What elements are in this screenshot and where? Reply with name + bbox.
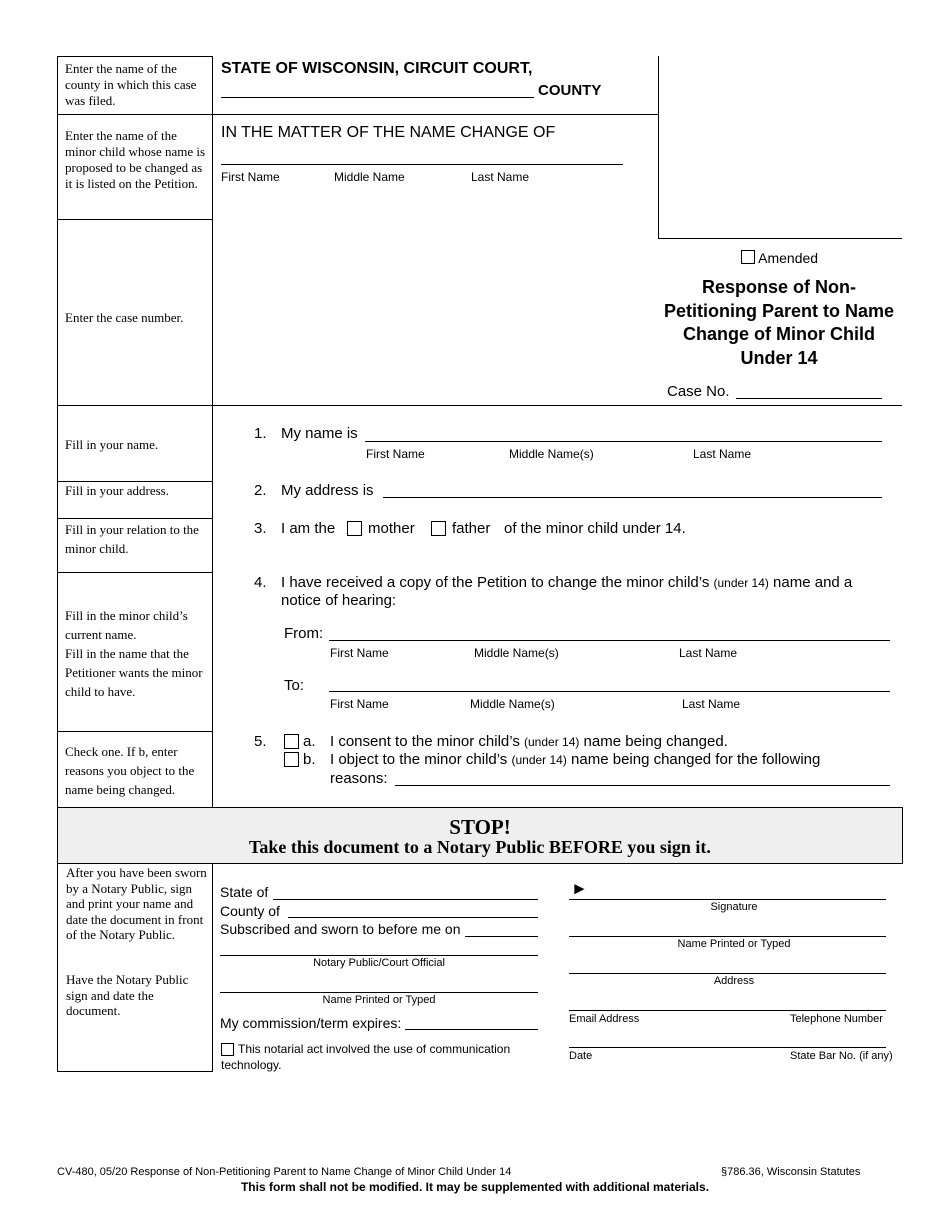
amended-row [741, 250, 818, 266]
bar-no-label: State Bar No. (if any) [790, 1050, 893, 1062]
matter-heading: IN THE MATTER OF THE NAME CHANGE OF [221, 124, 556, 141]
consent-checkbox[interactable] [284, 734, 299, 749]
under-14-note: (under 14) [524, 735, 580, 749]
modification-notice: This form shall not be modified. It may be supplemented with additional materials. [240, 1180, 710, 1194]
to-label: To: [284, 677, 305, 694]
notary-printed-label: Name Printed or Typed [322, 994, 436, 1006]
current-name-instruction: Fill in the minor child’s current name. [65, 608, 188, 642]
father-label: father [452, 520, 491, 537]
mother-checkbox[interactable] [347, 521, 362, 536]
child-first-name-label: First Name [221, 170, 280, 184]
consent-part1: I consent to the minor child’s [330, 733, 520, 750]
under-14-note: (under 14) [511, 753, 567, 767]
received-copy-text [281, 574, 852, 591]
signer-address-label: Address [713, 975, 755, 987]
reasons-line[interactable] [395, 785, 890, 786]
received-copy-part2: name and a [773, 574, 853, 591]
notary-official-label: Notary Public/Court Official [313, 957, 445, 969]
item-4-number: 4. [254, 574, 267, 591]
court-heading: STATE OF WISCONSIN, CIRCUIT COURT, [221, 60, 533, 77]
from-first-name-label: First Name [330, 646, 389, 660]
county-line[interactable] [221, 97, 534, 98]
stop-title: STOP! [449, 815, 511, 839]
signer-printed-label: Name Printed or Typed [677, 938, 791, 950]
father-checkbox[interactable] [431, 521, 446, 536]
object-text [330, 751, 820, 768]
subscribed-label: Subscribed and sworn to before me on [220, 921, 461, 937]
wanted-name-instruction: Fill in the name that the Petitioner wants the minor child to have. [65, 646, 203, 699]
from-label: From: [284, 625, 324, 642]
caption-right-border [658, 56, 659, 239]
signature-arrow-icon: ► [571, 879, 588, 898]
from-last-name-label: Last Name [679, 646, 738, 660]
sidebar-right-border [212, 56, 213, 807]
my-address-line[interactable] [383, 497, 882, 498]
state-of-line[interactable] [273, 899, 538, 900]
date-bar-line[interactable] [569, 1047, 886, 1048]
to-last-name-label: Last Name [682, 697, 741, 711]
state-of-label: State of [220, 884, 269, 900]
item-3-number: 3. [254, 520, 267, 537]
child-name-line[interactable] [221, 164, 623, 165]
received-copy-part1: I have received a copy of the Petition to change the minor child’s [281, 574, 710, 591]
object-part1: I object to the minor child’s [330, 751, 508, 768]
email-label: Email Address [569, 1013, 640, 1025]
divider [57, 405, 902, 406]
address-instruction: Fill in your address. [65, 483, 169, 498]
name-instruction: Fill in your name. [65, 437, 159, 452]
sidebar-left-border [57, 56, 58, 807]
form-id: CV-480, 05/20 Response of Non-Petitioning Parent to Name Change of Minor Child Under 14 [57, 1166, 512, 1178]
of-minor-label: of the minor child under 14. [504, 520, 686, 537]
under-14-note: (under 14) [713, 576, 769, 590]
mother-label: mother [368, 520, 415, 537]
option-a-letter: a. [303, 733, 316, 750]
email-phone-line[interactable] [569, 1010, 886, 1011]
amended-label: Amended [758, 250, 819, 266]
stop-subtitle: Take this document to a Notary Public BEFORE you sign it. [249, 837, 711, 857]
reasons-label: reasons: [330, 770, 388, 787]
divider [57, 481, 212, 482]
signer-address-line[interactable] [569, 973, 886, 974]
my-name-label: My name is [281, 425, 358, 442]
object-part2: name being changed for the following [571, 751, 821, 768]
divider [57, 518, 212, 519]
notary-instruction-2: Have the Notary Public sign and date the document. [66, 972, 189, 1019]
signature-label: Signature [710, 901, 758, 913]
child-last-name-label: Last Name [471, 170, 530, 184]
case-no-line[interactable] [736, 398, 882, 399]
child-middle-name-label: Middle Name [334, 170, 405, 184]
divider [57, 572, 212, 573]
consent-part2: name being changed. [583, 733, 728, 750]
county-of-line[interactable] [288, 917, 538, 918]
divider [57, 219, 212, 220]
notary-signature-line[interactable] [220, 955, 538, 956]
case-no-label: Case No. [667, 383, 730, 400]
to-middle-name-label: Middle Name(s) [470, 697, 555, 711]
current-name-line[interactable] [329, 640, 890, 641]
commission-line[interactable] [405, 1029, 538, 1030]
notary-instruction-box [57, 863, 213, 1072]
signature-line[interactable] [569, 899, 886, 900]
notary-instruction-1: After you have been sworn by a Notary Public, sign and print your name and date the document in front of the Notary Public. [66, 865, 207, 943]
my-middle-name-label: Middle Name(s) [509, 447, 594, 461]
my-address-label: My address is [281, 482, 374, 499]
wanted-name-line[interactable] [329, 691, 890, 692]
my-first-name-label: First Name [366, 447, 425, 461]
option-b-letter: b. [303, 751, 316, 768]
county-of-label: County of [220, 903, 280, 919]
telephone-label: Telephone Number [790, 1013, 883, 1025]
i-am-the-label: I am the [281, 520, 336, 537]
divider [658, 238, 902, 239]
notice-of-hearing: notice of hearing: [281, 592, 397, 609]
check-instruction: Check one. If b, enter reasons you object to the name being changed. [65, 744, 195, 797]
item-1-number: 1. [254, 425, 267, 442]
divider [57, 114, 658, 115]
item-2-number: 2. [254, 482, 267, 499]
county-instruction: Enter the name of the county in which this case was filed. [65, 61, 197, 108]
child-instruction: Enter the name of the minor child whose name is proposed to be changed as it is listed on the Petition. [65, 128, 206, 191]
my-name-line[interactable] [365, 441, 882, 442]
form-title: Response of Non-Petitioning Parent to Name Change of Minor Child Under 14 [663, 277, 895, 368]
commission-label: My commission/term expires: [220, 1015, 402, 1031]
consent-text [330, 733, 728, 750]
relation-instruction: Fill in your relation to the minor child. [65, 522, 199, 556]
from-middle-name-label: Middle Name(s) [474, 646, 559, 660]
subscribed-date-line[interactable] [465, 936, 538, 937]
my-last-name-label: Last Name [693, 447, 752, 461]
to-first-name-label: First Name [330, 697, 389, 711]
date-label: Date [569, 1050, 593, 1062]
item-5-number: 5. [254, 733, 267, 750]
notary-printed-line[interactable] [220, 992, 538, 993]
amended-checkbox[interactable] [741, 250, 755, 264]
sidebar-top-border [57, 56, 212, 57]
county-label: COUNTY [538, 82, 602, 99]
statute: §786.36, Wisconsin Statutes [721, 1166, 861, 1178]
signer-printed-line[interactable] [569, 936, 886, 937]
divider [57, 731, 212, 732]
case-instruction: Enter the case number. [65, 310, 184, 325]
object-checkbox[interactable] [284, 752, 299, 767]
stop-banner [57, 807, 903, 864]
tech-label: This notarial act involved the use of communication technology. [221, 1042, 511, 1072]
